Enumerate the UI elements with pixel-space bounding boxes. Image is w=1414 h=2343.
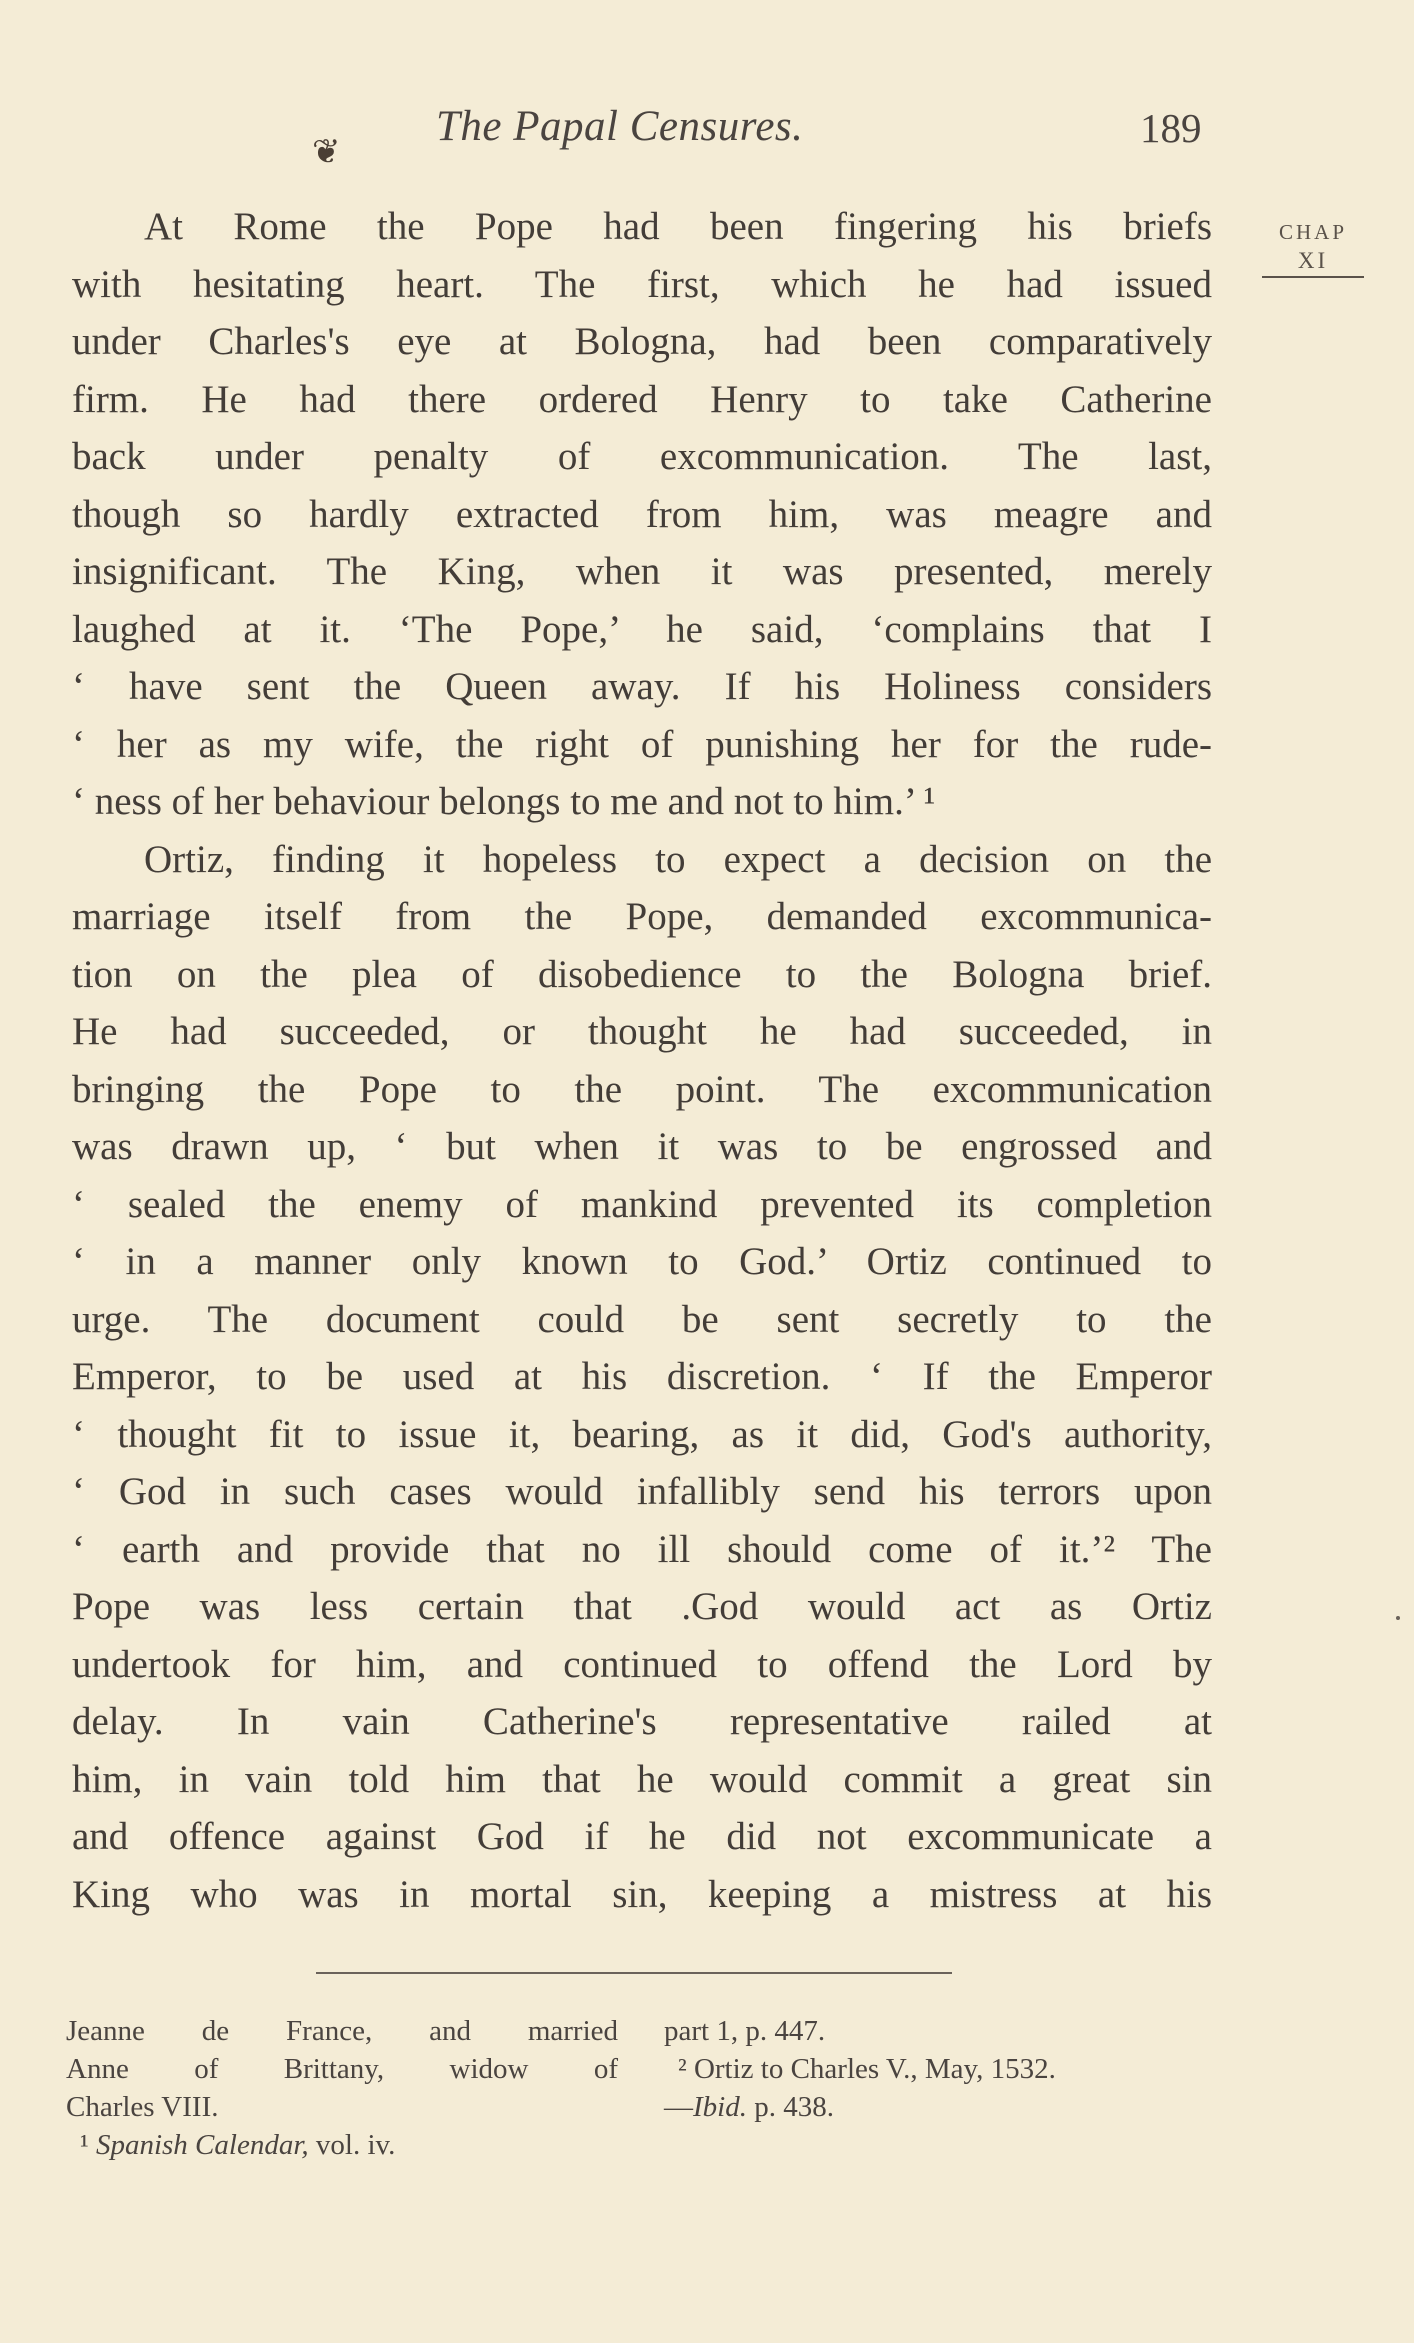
text-line: ‘ her as my wife, the right of punishing her for the rude- (72, 722, 1212, 766)
footnote-line: Jeanne de France, and married (66, 2015, 618, 2047)
running-title: The Papal Censures. (436, 103, 804, 150)
text-line: delay. In vain Catherine's representative railed at (72, 1700, 1212, 1743)
text-line: Emperor, to be used at his discretion. ‘ If the Emperor (72, 1355, 1212, 1398)
chapter-margin-note (1262, 220, 1364, 278)
text-line: ‘ God in such cases would infallibly send his terrors upon (72, 1470, 1212, 1513)
footnote-source-title: Spanish Calendar, (95, 2129, 309, 2161)
text-line: and offence against God if he did not excommunicate a (72, 1815, 1212, 1858)
margin-rule (1262, 276, 1364, 278)
footnote-line (664, 2088, 1234, 2126)
text-line: insignificant. The King, when it was presented, merely (72, 550, 1212, 593)
printer-ornament-icon: ❦ (312, 134, 341, 171)
text-line: At Rome the Pope had been fingering his briefs (144, 205, 1212, 248)
text-line: King who was in mortal sin, keeping a mistress at his (72, 1872, 1212, 1916)
footnote-1 (66, 2126, 618, 2164)
footnote-page: p. 438. (754, 2091, 834, 2123)
page-speck (1396, 1616, 1400, 1620)
text-line: firm. He had there ordered Henry to take Catherine (72, 377, 1212, 421)
footnote-volume: vol. iv. (315, 2129, 396, 2161)
text-line: urge. The document could be sent secretly to the (72, 1297, 1212, 1341)
text-line: tion on the plea of disobedience to the Bologna brief. (72, 952, 1212, 996)
text-line: ‘ ness of her behaviour belongs to me and not to him.’ ¹ (72, 780, 936, 823)
text-line: under Charles's eye at Bologna, had been comparatively (72, 320, 1212, 363)
text-line: undertook for him, and continued to offend the Lord by (72, 1642, 1212, 1686)
body-text (72, 198, 1212, 1923)
footnote-line: Charles VIII. (66, 2091, 219, 2123)
footnote-line: Anne of Brittany, widow of (66, 2053, 618, 2085)
text-line: Pope was less certain that .God would act as Ortiz (72, 1585, 1212, 1628)
text-line: He had succeeded, or thought he had succeeded, in (72, 1010, 1212, 1053)
text-line: with hesitating heart. The first, which he had issued (72, 262, 1212, 306)
footnotes-left-column (66, 2012, 618, 2164)
text-line: him, in vain told him that he would commit a great sin (72, 1757, 1212, 1801)
text-line: ‘ sealed the enemy of mankind prevented its completion (72, 1182, 1212, 1226)
chapter-number: XI (1297, 248, 1329, 273)
text-line: laughed at it. ‘The Pope,’ he said, ‘complains that I (72, 607, 1212, 651)
text-line: though so hardly extracted from him, was meagre and (72, 492, 1212, 536)
text-line: marriage itself from the Pope, demanded excommunica- (72, 895, 1212, 938)
chapter-label: CHAP (1278, 220, 1348, 244)
text-line: ‘ thought fit to issue it, bearing, as it did, God's authority, (72, 1412, 1212, 1456)
text-line: ‘ have sent the Queen away. If his Holiness considers (72, 665, 1212, 708)
footnote-marker: ¹ (80, 2129, 89, 2161)
page-number: 189 (1140, 105, 1202, 151)
footnote-ibid: Ibid. (693, 2091, 747, 2123)
footnote-2: ² Ortiz to Charles V., May, 1532. (678, 2053, 1056, 2085)
text-line: was drawn up, ‘ but when it was to be engrossed and (72, 1125, 1212, 1168)
text-line: ‘ earth and provide that no ill should come of it.’² The (72, 1527, 1212, 1571)
footnote-line: part 1, p. 447. (664, 2015, 826, 2047)
text-line: ‘ in a manner only known to God.’ Ortiz continued to (72, 1240, 1212, 1283)
text-line: back under penalty of excommunication. The last, (72, 435, 1212, 478)
text-line: bringing the Pope to the point. The excommunication (72, 1067, 1212, 1111)
footnotes-right-column (664, 2012, 1234, 2126)
text-line: Ortiz, finding it hopeless to expect a decision on the (144, 837, 1212, 881)
footnote-separator (316, 1972, 952, 1974)
footnote-dash: — (664, 2091, 693, 2123)
